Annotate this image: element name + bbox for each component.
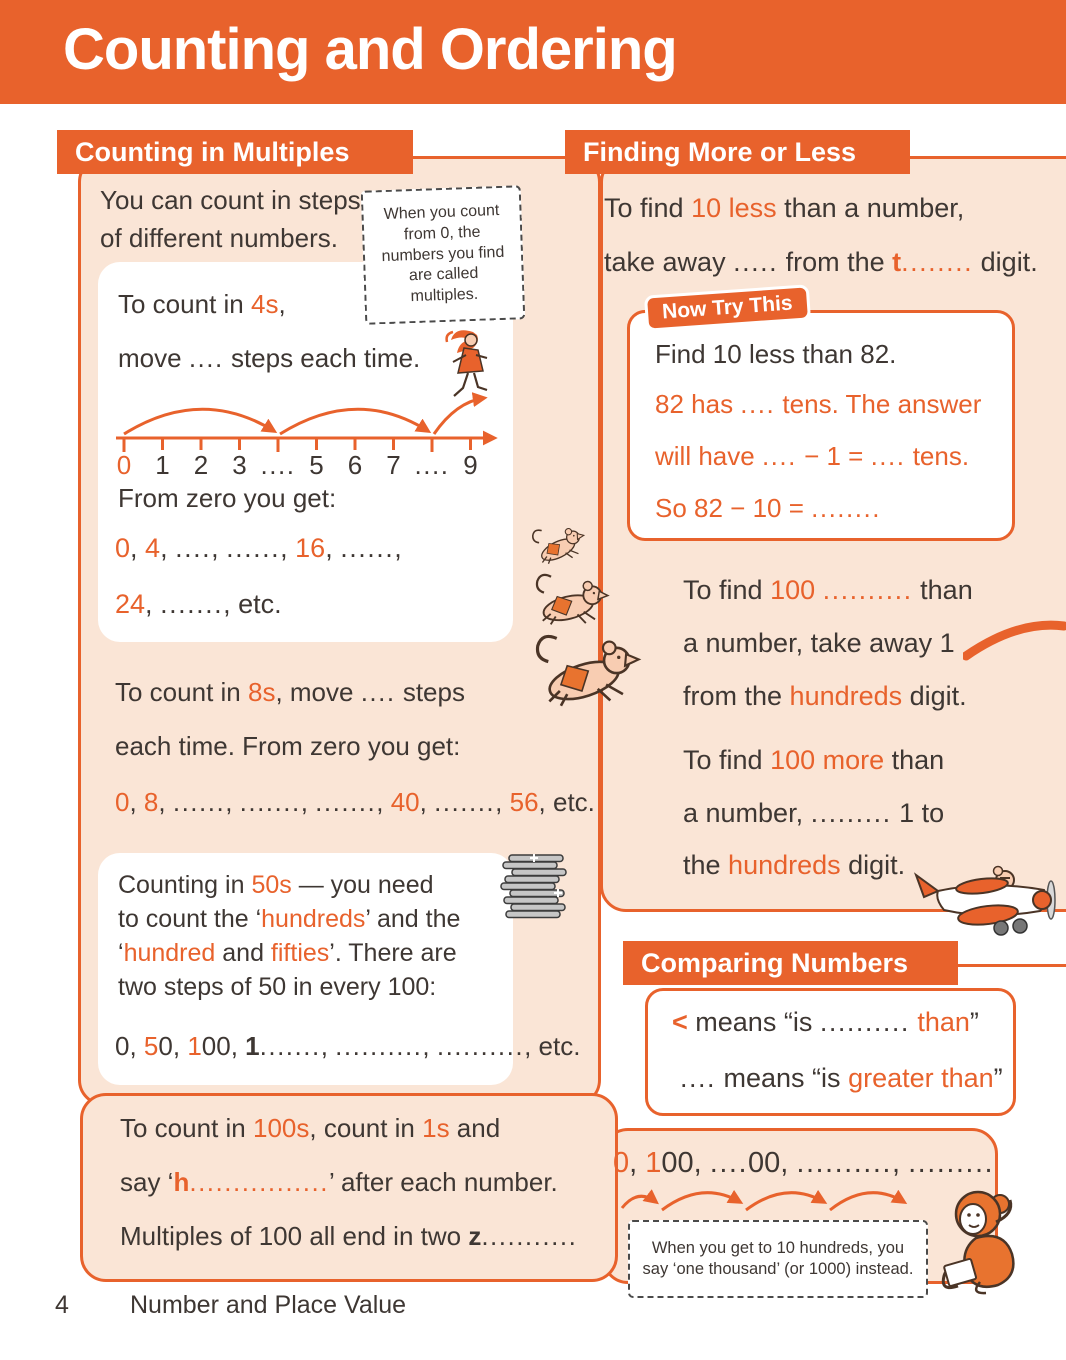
- multiples-of-50-sequence: 0, 50, 100, 1......., .........., .........., etc.: [115, 1031, 581, 1061]
- monkey-icon: [938, 1180, 1030, 1298]
- multiples-of-4-sequence-1: 0, 4, ...., ......, 16, ......,: [115, 533, 402, 563]
- now-try-this-badge: Now Try This: [644, 284, 811, 331]
- count-50s-line-1: Counting in 50s — you need: [118, 871, 434, 899]
- swoosh-decoration: [963, 612, 1066, 662]
- number-line-label-8: ....: [414, 450, 450, 480]
- count-100s-line-2: say ‘h................’ after each number.: [120, 1167, 558, 1197]
- hundred-less-line-2: a number, take away 1: [683, 628, 955, 658]
- thousand-note-bubble: When you get to 10 hundreds, you say ‘one thousand’ (or 1000) instead.: [628, 1220, 928, 1298]
- comparing-panel-border-remnant: [950, 964, 1066, 967]
- count-50s-line-3: ‘hundred and fifties’. There are: [118, 939, 457, 967]
- mouse-plane-icon: [908, 853, 1060, 943]
- count-4s-line-1: To count in 4s,: [118, 289, 286, 319]
- number-line-label-7: 7: [386, 450, 401, 480]
- number-line-label-3: 3: [232, 450, 247, 480]
- footer-section-title: Number and Place Value: [130, 1291, 407, 1319]
- multiples-of-8-sequence: 0, 8, ......, ......., ......., 40, ......., 56, etc.: [115, 787, 595, 817]
- multiples-of-4-sequence-2: 24, ......., etc.: [115, 589, 282, 619]
- number-line-labels: [112, 386, 510, 484]
- multiples-note-bubble: When you count from 0, the numbers you find are called multiples.: [361, 185, 526, 325]
- number-line-label-4: ....: [260, 450, 296, 480]
- count-50s-line-4: two steps of 50 in every 100:: [118, 973, 437, 1001]
- intro-line-1: You can count in steps: [100, 185, 361, 215]
- hundred-more-line-1: To find 100 more than: [683, 745, 945, 775]
- number-line-label-1: 1: [155, 450, 170, 480]
- hundreds-sequence: 0, 100, ....00, .........., .........: [613, 1147, 995, 1179]
- footer-page-number: 4: [55, 1291, 69, 1319]
- count-100s-line-3: Multiples of 100 all end in two z...........: [120, 1221, 576, 1251]
- ten-less-line-1: To find 10 less than a number,: [604, 193, 965, 223]
- count-8s-line-2: each time. From zero you get:: [115, 731, 461, 761]
- hundred-more-line-2: a number, ......... 1 to: [683, 798, 945, 828]
- hundred-less-line-3: from the hundreds digit.: [683, 681, 967, 711]
- count-8s-line-1: To count in 8s, move .... steps: [115, 677, 465, 707]
- ntt-line-4: So 82 − 10 = ........: [655, 493, 880, 523]
- section-label-comparing-numbers: Comparing Numbers: [623, 941, 958, 985]
- tumbling-mouse-icon-3: [524, 630, 642, 712]
- from-zero-line: From zero you get:: [118, 483, 337, 513]
- number-line-label-0: 0: [116, 450, 132, 480]
- number-line-label-2: 2: [193, 450, 209, 480]
- less-than-definition: < means “is .......... than”: [672, 1007, 979, 1037]
- count-4s-line-2: move .... steps each time.: [118, 343, 421, 373]
- intro-line-2: of different numbers.: [100, 223, 338, 253]
- hundred-more-line-3: the hundreds digit.: [683, 850, 906, 880]
- count-50s-line-2: to count the ‘hundreds’ and the: [118, 905, 461, 933]
- count-100s-line-1: To count in 100s, count in 1s and: [120, 1113, 501, 1143]
- page-title: Counting and Ordering: [63, 17, 677, 82]
- number-line-label-9: 9: [463, 450, 478, 480]
- tumbling-mouse-icon-1: [525, 520, 588, 570]
- sequence-arcs: [616, 1184, 912, 1216]
- number-line-label-5: 5: [309, 450, 324, 480]
- tumbling-mouse-icon-2: [524, 569, 612, 633]
- section-label-finding-more-or-less: Finding More or Less: [565, 130, 910, 174]
- ntt-line-2: 82 has .... tens. The answer: [655, 389, 982, 419]
- coin-stack-icon: [500, 853, 574, 921]
- greater-than-definition: .... means “is greater than”: [680, 1063, 1003, 1093]
- hundred-less-line-1: To find 100 .......... than: [683, 575, 973, 605]
- ntt-line-3: will have .... − 1 = .... tens.: [655, 441, 970, 471]
- number-line: [112, 386, 510, 484]
- number-line-label-6: 6: [347, 450, 363, 480]
- ten-less-line-2: take away ..... from the t........ digit.: [604, 247, 1038, 277]
- section-label-counting-in-multiples: Counting in Multiples: [57, 130, 413, 174]
- ntt-line-1: Find 10 less than 82.: [655, 339, 897, 369]
